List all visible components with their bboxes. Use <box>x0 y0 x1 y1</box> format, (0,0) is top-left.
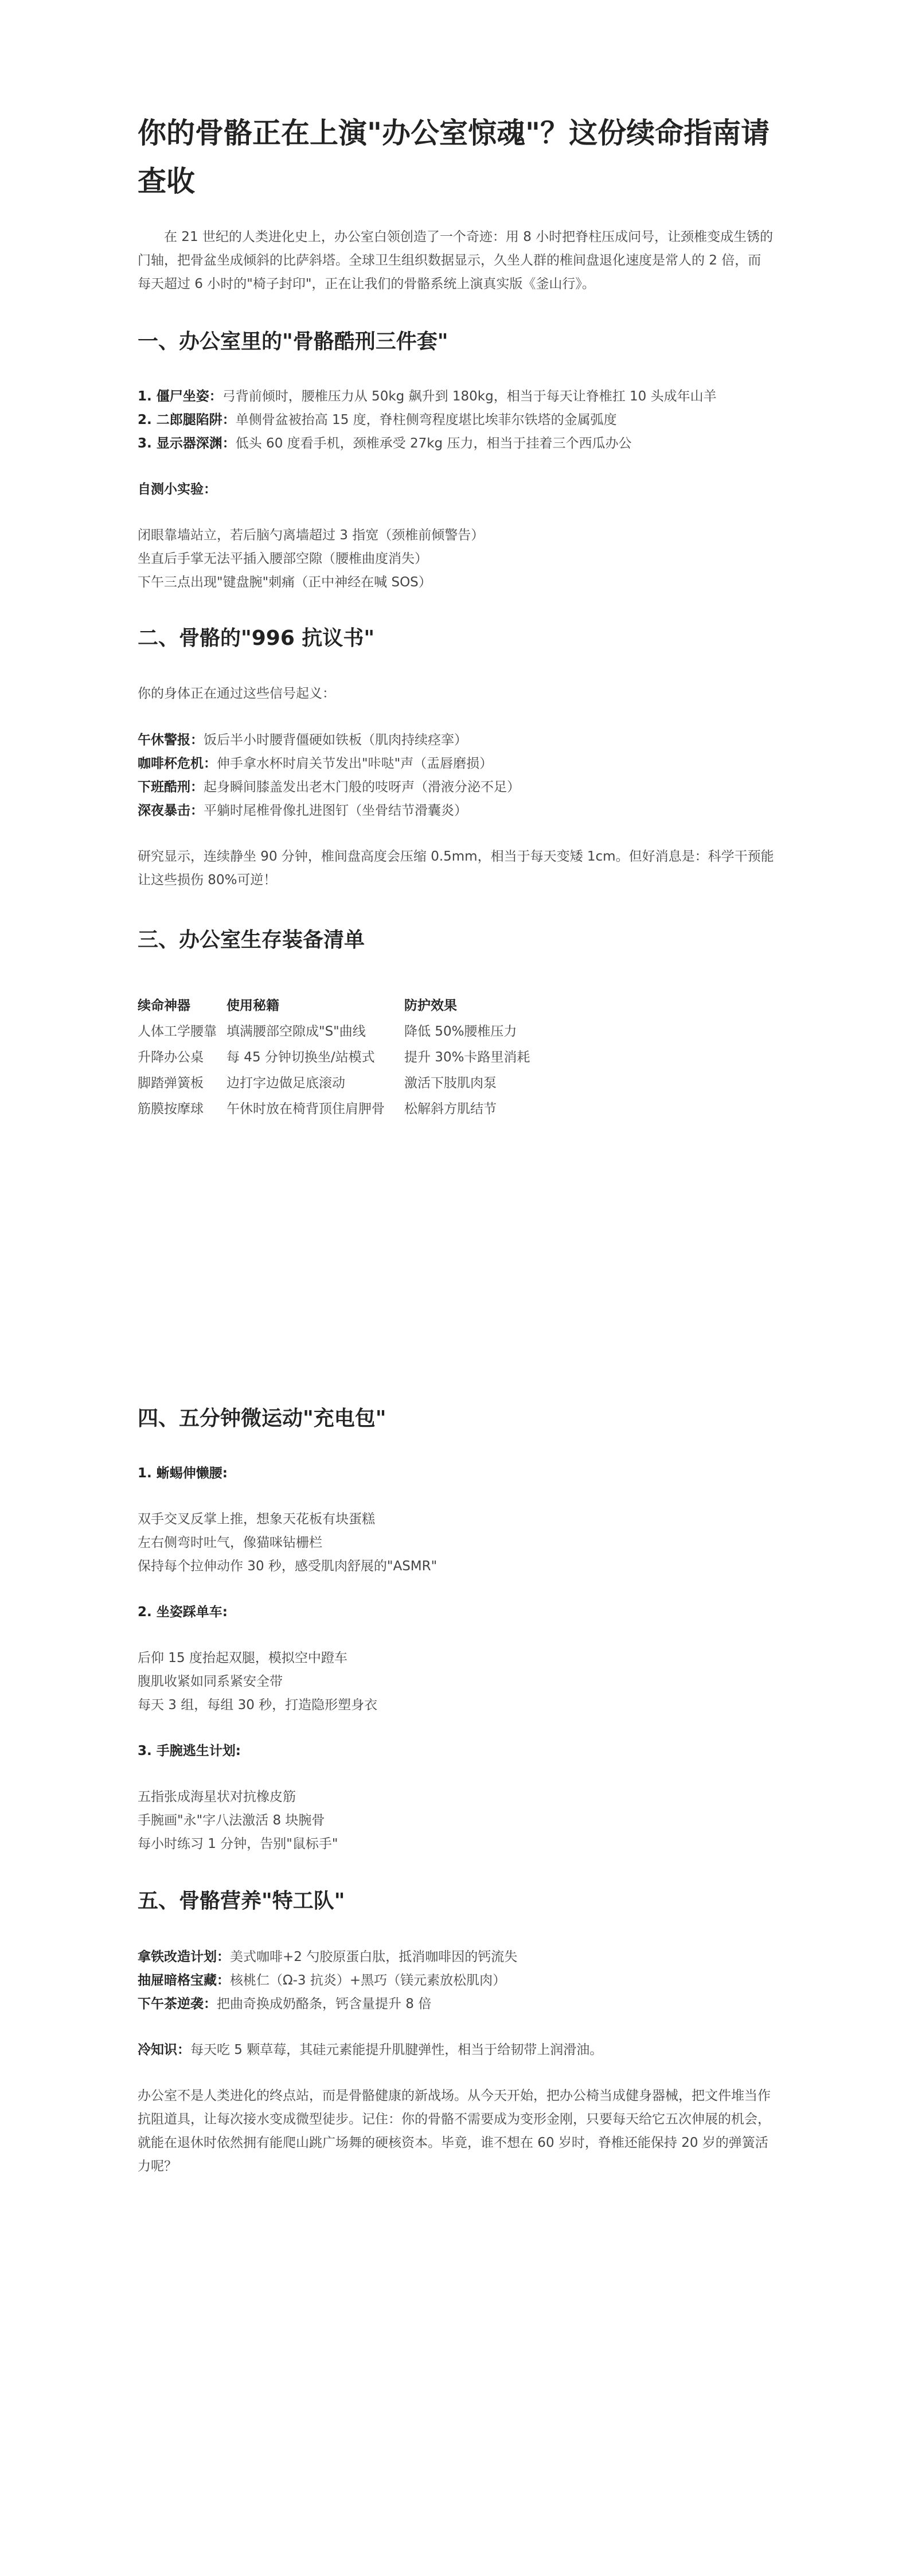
research-paragraph: 研究显示，连续静坐 90 分钟，椎间盘高度会压缩 0.5mm，相当于每天变矮 1cm。但好消息是：科学干预能让这些损伤 80%可逆！ <box>138 849 774 888</box>
table-cell: 松解斜方肌结节 <box>404 1102 497 1116</box>
exercise-label: 2. 坐姿踩单车: <box>138 1605 228 1620</box>
list-item: 2. 二郎腿陷阱：单侧骨盆被抬高 15 度，脊柱侧弯程度堪比埃菲尔铁塔的金属弧度 <box>138 413 617 427</box>
table-cell: 人体工学腰靠 <box>138 1024 217 1039</box>
table-row <box>138 1017 576 1043</box>
list-item: 拿铁改造计划：美式咖啡+2 勺胶原蛋白肽，抵消咖啡因的钙流失 <box>138 1949 518 1964</box>
self-test-item: 闭眼靠墙站立，若后脑勺离墙超过 3 指宽（颈椎前倾警告） <box>138 528 485 543</box>
list-item: 下午茶逆袭：把曲奇换成奶酪条，钙含量提升 8 倍 <box>138 1997 432 2011</box>
fun-fact: 冷知识：每天吃 5 颗草莓，其硅元素能提升肌腱弹性，相当于给韧带上润滑油。 <box>138 2042 603 2057</box>
table-cell: 午休时放在椅背顶住肩胛骨 <box>226 1102 385 1116</box>
exercise-step: 每天 3 组，每组 30 秒，打造隐形塑身衣 <box>138 1698 378 1713</box>
section-3-heading: 三、办公室生存装备清单 <box>138 928 365 952</box>
exercise-step: 腹肌收紧如同系紧安全带 <box>138 1674 283 1689</box>
table-cell: 每 45 分钟切换坐/站模式 <box>226 1050 375 1065</box>
table-cell: 降低 50%腰椎压力 <box>404 1024 517 1039</box>
list-item: 咖啡杯危机：伸手拿水杯时肩关节发出"咔哒"声（盂唇磨损） <box>138 756 493 771</box>
exercise-step: 手腕画"永"字八法激活 8 块腕骨 <box>138 1813 325 1828</box>
table-row <box>138 1095 576 1120</box>
section-2-heading: 二、骨骼的"996 抗议书" <box>138 627 375 650</box>
section-2-lead: 你的身体正在通过这些信号起义： <box>138 686 335 701</box>
list-item: 抽屉暗格宝藏：核桃仁（Ω-3 抗炎）+黑巧（镁元素放松肌肉） <box>138 1973 506 1988</box>
list-item: 下班酷刑：起身瞬间膝盖发出老木门般的吱呀声（滑液分泌不足） <box>138 780 520 795</box>
table-cell: 升降办公桌 <box>138 1050 204 1065</box>
table-row <box>138 1043 576 1069</box>
equipment-table <box>138 991 576 1120</box>
exercise-step: 左右侧弯时吐气，像猫咪钻栅栏 <box>138 1535 322 1550</box>
list-item: 1. 僵尸坐姿：弓背前倾时，腰椎压力从 50kg 飙升到 180kg，相当于每天让脊椎扛 10 头成年山羊 <box>138 389 717 404</box>
table-cell: 提升 30%卡路里消耗 <box>404 1050 530 1065</box>
exercise-step: 保持每个拉伸动作 30 秒，感受肌肉舒展的"ASMR" <box>138 1559 438 1574</box>
exercise-label: 3. 手腕逃生计划: <box>138 1744 241 1758</box>
exercise-step: 后仰 15 度抬起双腿，模拟空中蹬车 <box>138 1651 347 1666</box>
table-cell: 边打字边做足底滚动 <box>226 1076 345 1091</box>
table-cell: 脚踏弹簧板 <box>138 1076 204 1091</box>
section-4-heading: 四、五分钟微运动"充电包" <box>138 1407 386 1430</box>
exercise-step: 每小时练习 1 分钟，告别"鼠标手" <box>138 1836 338 1851</box>
table-cell: 筋膜按摩球 <box>138 1102 204 1116</box>
column-header: 续命神器 <box>138 998 190 1013</box>
self-test-label: 自测小实验： <box>138 482 217 497</box>
exercise-label: 1. 蜥蜴伸懒腰: <box>138 1466 228 1481</box>
intro-paragraph: 在 21 世纪的人类进化史上，办公室白领创造了一个奇迹：用 8 小时把脊柱压成问号，让颈椎变成生锈的门轴，把骨盆坐成倾斜的比萨斜塔。全球卫生组织数据显示，久坐人群的椎间盘退化速度是常人的 2 倍，而每天超过 6 小时的"椅子封印"，正在让我们的骨骼系统上演真实版《釜山行》。 <box>138 229 774 291</box>
table-cell: 激活下肢肌肉泵 <box>404 1076 497 1091</box>
table-header-row <box>138 991 576 1017</box>
closing-paragraph: 办公室不是人类进化的终点站，而是骨骼健康的新战场。从今天开始，把办公椅当成健身器械，把文件堆当作抗阻道具，让每次接水变成微型徒步。记住：你的骨骼不需要成为变形金刚，只要每天给它五次伸展的机会，就能在退休时依然拥有能爬山跳广场舞的硬核资本。毕竟，谁不想在 60 岁时，脊椎还能保持 20 岁的弹簧活力呢？ <box>138 2088 771 2174</box>
self-test-item: 坐直后手掌无法平插入腰部空隙（腰椎曲度消失） <box>138 551 428 566</box>
column-header: 使用秘籍 <box>226 998 279 1013</box>
article-title: 你的骨骼正在上演"办公室惊魂"？这份续命指南请查收 <box>138 116 770 198</box>
exercise-step: 五指张成海星状对抗橡皮筋 <box>138 1789 296 1804</box>
list-item: 午休警报：饭后半小时腰背僵硬如铁板（肌肉持续痉挛） <box>138 733 467 748</box>
list-item: 深夜暴击：平躺时尾椎骨像扎进图钉（坐骨结节滑囊炎） <box>138 803 467 818</box>
table-cell: 填满腰部空隙成"S"曲线 <box>226 1024 366 1039</box>
exercise-step: 双手交叉反掌上推，想象天花板有块蛋糕 <box>138 1512 375 1527</box>
section-1-heading: 一、办公室里的"骨骼酷刑三件套" <box>138 330 448 353</box>
list-item: 3. 显示器深渊：低头 60 度看手机，颈椎承受 27kg 压力，相当于挂着三个西瓜办公 <box>138 436 632 451</box>
section-5-heading: 五、骨骼营养"特工队" <box>138 1889 345 1913</box>
table-row <box>138 1069 576 1095</box>
self-test-item: 下午三点出现"键盘腕"刺痛（正中神经在喊 SOS） <box>138 575 432 590</box>
column-header: 防护效果 <box>404 998 457 1013</box>
